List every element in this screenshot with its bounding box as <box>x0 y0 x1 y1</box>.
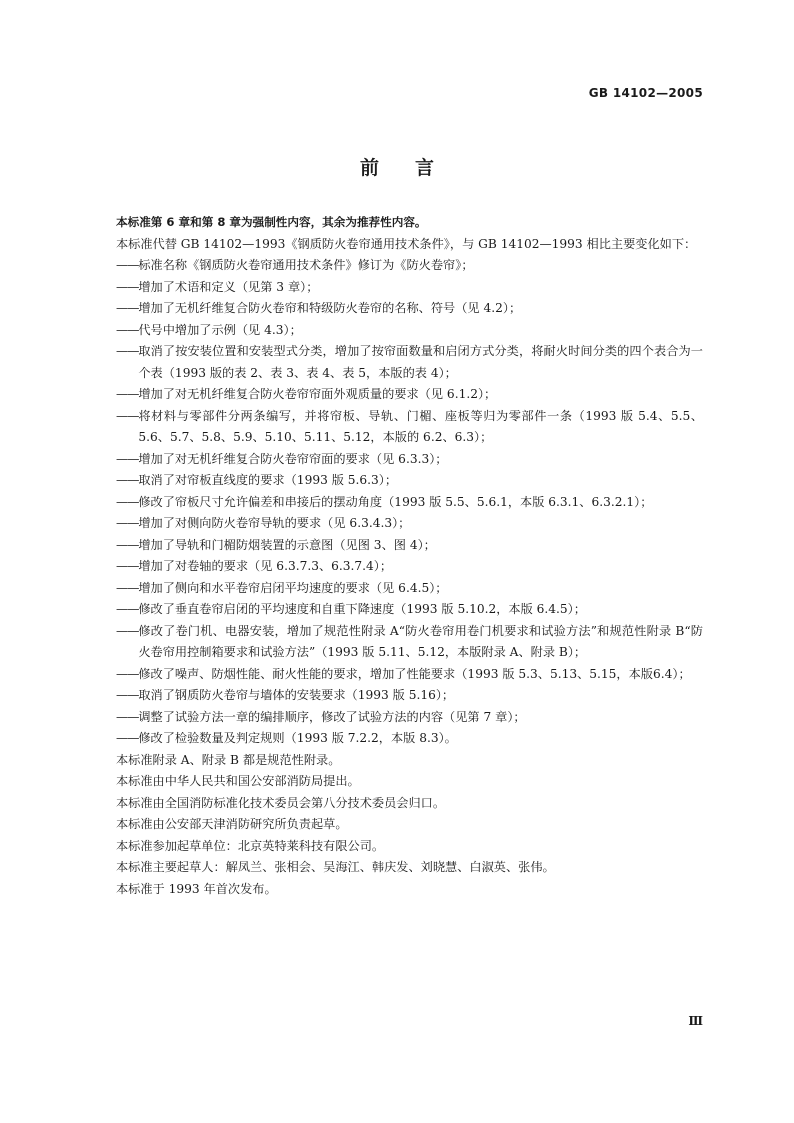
change-item-text: 修改了垂直卷帘启闭的平均速度和自重下降速度（1993 版 5.10.2，本版 6.4.5）； <box>138 602 586 616</box>
page-title: 前言 <box>359 157 470 179</box>
change-item <box>91 449 703 471</box>
dash-marker: —— <box>116 387 139 401</box>
dash-marker: —— <box>116 516 139 530</box>
change-item-text: 取消了对帘板直线度的要求（1993 版 5.6.3）； <box>138 473 398 487</box>
dash-marker: —— <box>116 623 139 638</box>
change-item-text: 增加了侧向和水平卷帘启闭平均速度的要求（见 6.4.5）； <box>138 580 448 595</box>
change-item <box>91 685 703 707</box>
dash-marker: —— <box>116 709 139 724</box>
closing-statements <box>91 750 703 901</box>
dash-marker: —— <box>116 688 139 702</box>
change-item-text: 取消了按安装位置和安装型式分类，增加了按帘面数量和启闭方式分类，将耐火时间分类的四个表合为一个表（1993 版的表 2、表 3、表 4、表 5，本版的表 4）； <box>138 344 703 380</box>
change-item <box>91 621 703 664</box>
change-item <box>91 320 703 342</box>
dash-marker: —— <box>116 494 139 509</box>
dash-marker: —— <box>116 279 139 294</box>
change-item <box>91 664 703 686</box>
closing-statement: 本标准主要起草人：解凤兰、张相会、吴海江、韩庆发、刘晓慧、白淑英、张伟。 <box>116 860 555 874</box>
change-item-text: 增加了术语和定义（见第 3 章）； <box>138 279 319 294</box>
mandatory-note: 本标准第 6 章和第 8 章为强制性内容，其余为推荐性内容。 <box>116 215 427 229</box>
dash-marker: —— <box>116 344 139 358</box>
change-item-text: 增加了对卷轴的要求（见 6.3.7.3、6.3.7.4）； <box>138 559 393 573</box>
dash-marker: —— <box>116 559 139 573</box>
closing-statement: 本标准由全国消防标准化技术委员会第八分技术委员会归口。 <box>116 795 446 810</box>
change-item <box>91 277 703 299</box>
change-item-text: 修改了噪声、防烟性能、耐火性能的要求，增加了性能要求（1993 版 5.3、5.13、5.15，本版6.4）； <box>138 666 691 681</box>
change-item-text: 修改了帘板尺寸允许偏差和串接后的摆动角度（1993 版 5.5、5.6.1，本版 6.3.1、6.3.2.1）； <box>138 494 653 509</box>
closing-statement: 本标准由公安部天津消防研究所负责起草。 <box>116 817 348 831</box>
change-item-text: 增加了导轨和门楣防烟装置的示意图（见图 3、图 4）； <box>138 537 436 552</box>
change-item-text: 增加了对无机纤维复合防火卷帘帘面的要求（见 6.3.3）； <box>138 451 448 466</box>
change-item-text: 增加了对侧向防火卷帘导轨的要求（见 6.3.4.3）； <box>138 516 411 530</box>
change-item <box>91 492 703 514</box>
change-item <box>91 470 703 492</box>
change-item <box>91 513 703 535</box>
dash-marker: —— <box>116 258 139 272</box>
dash-marker: —— <box>116 322 139 337</box>
dash-marker: —— <box>116 408 139 423</box>
dash-marker: —— <box>116 602 139 616</box>
change-item-text: 修改了卷门机、电器安装，增加了规范性附录 A“防火卷帘用卷门机要求和试验方法”和规范性附录 B“防火卷帘用控制箱要求和试验方法”（1993 版 5.11、5.12，本版附录 A、附录 B）； <box>138 623 703 659</box>
change-item <box>91 406 703 449</box>
change-item-text: 修改了检验数量及判定规则（1993 版 7.2.2，本版 8.3）。 <box>138 731 457 745</box>
change-item-text: 调整了试验方法一章的编排顺序，修改了试验方法的内容（见第 7 章）； <box>138 709 526 724</box>
change-item <box>91 599 703 621</box>
changes-list <box>91 255 703 750</box>
change-item <box>91 341 703 384</box>
dash-marker: —— <box>116 537 139 552</box>
change-item <box>91 384 703 406</box>
preface-body <box>91 212 703 900</box>
change-item <box>91 707 703 729</box>
dash-marker: —— <box>116 473 139 487</box>
change-item <box>91 535 703 557</box>
change-item-text: 增加了无机纤维复合防火卷帘和特级防火卷帘的名称、符号（见 4.2）； <box>138 301 522 315</box>
change-item <box>91 298 703 320</box>
change-item <box>91 578 703 600</box>
closing-statement: 本标准于 1993 年首次发布。 <box>116 881 277 896</box>
change-item-text: 代号中增加了示例（见 4.3）； <box>138 322 302 337</box>
closing-statement: 本标准由中华人民共和国公安部消防局提出。 <box>116 774 360 788</box>
dash-marker: —— <box>116 666 139 681</box>
closing-statement: 本标准参加起草单位：北京英特莱科技有限公司。 <box>116 838 385 853</box>
dash-marker: —— <box>116 301 139 315</box>
dash-marker: —— <box>116 731 139 745</box>
replaces-statement: 本标准代替 GB 14102—1993《钢质防火卷帘通用技术条件》，与 GB 14102—1993 相比主要变化如下： <box>116 236 697 251</box>
change-item <box>91 255 703 277</box>
change-item-text: 将材料与零部件分两条编写，并将帘板、导轨、门楣、座板等归为零部件一条（1993 版 5.4、5.5、5.6、5.7、5.8、5.9、5.10、5.11、5.12，本版的 6.2、6.3）； <box>138 408 703 444</box>
change-item <box>91 728 703 750</box>
change-item-text: 标准名称《钢质防火卷帘通用技术条件》修订为《防火卷帘》； <box>138 258 474 272</box>
change-item <box>91 556 703 578</box>
page-number: Ⅲ <box>688 1014 703 1028</box>
dash-marker: —— <box>116 580 139 595</box>
closing-statement: 本标准附录 A、附录 B 都是规范性附录。 <box>116 752 341 767</box>
standard-number: GB 14102—2005 <box>588 86 703 100</box>
change-item-text: 增加了对无机纤维复合防火卷帘帘面外观质量的要求（见 6.1.2）； <box>138 387 497 401</box>
change-item-text: 取消了钢质防火卷帘与墙体的安装要求（1993 版 5.16）； <box>138 688 455 702</box>
dash-marker: —— <box>116 451 139 466</box>
